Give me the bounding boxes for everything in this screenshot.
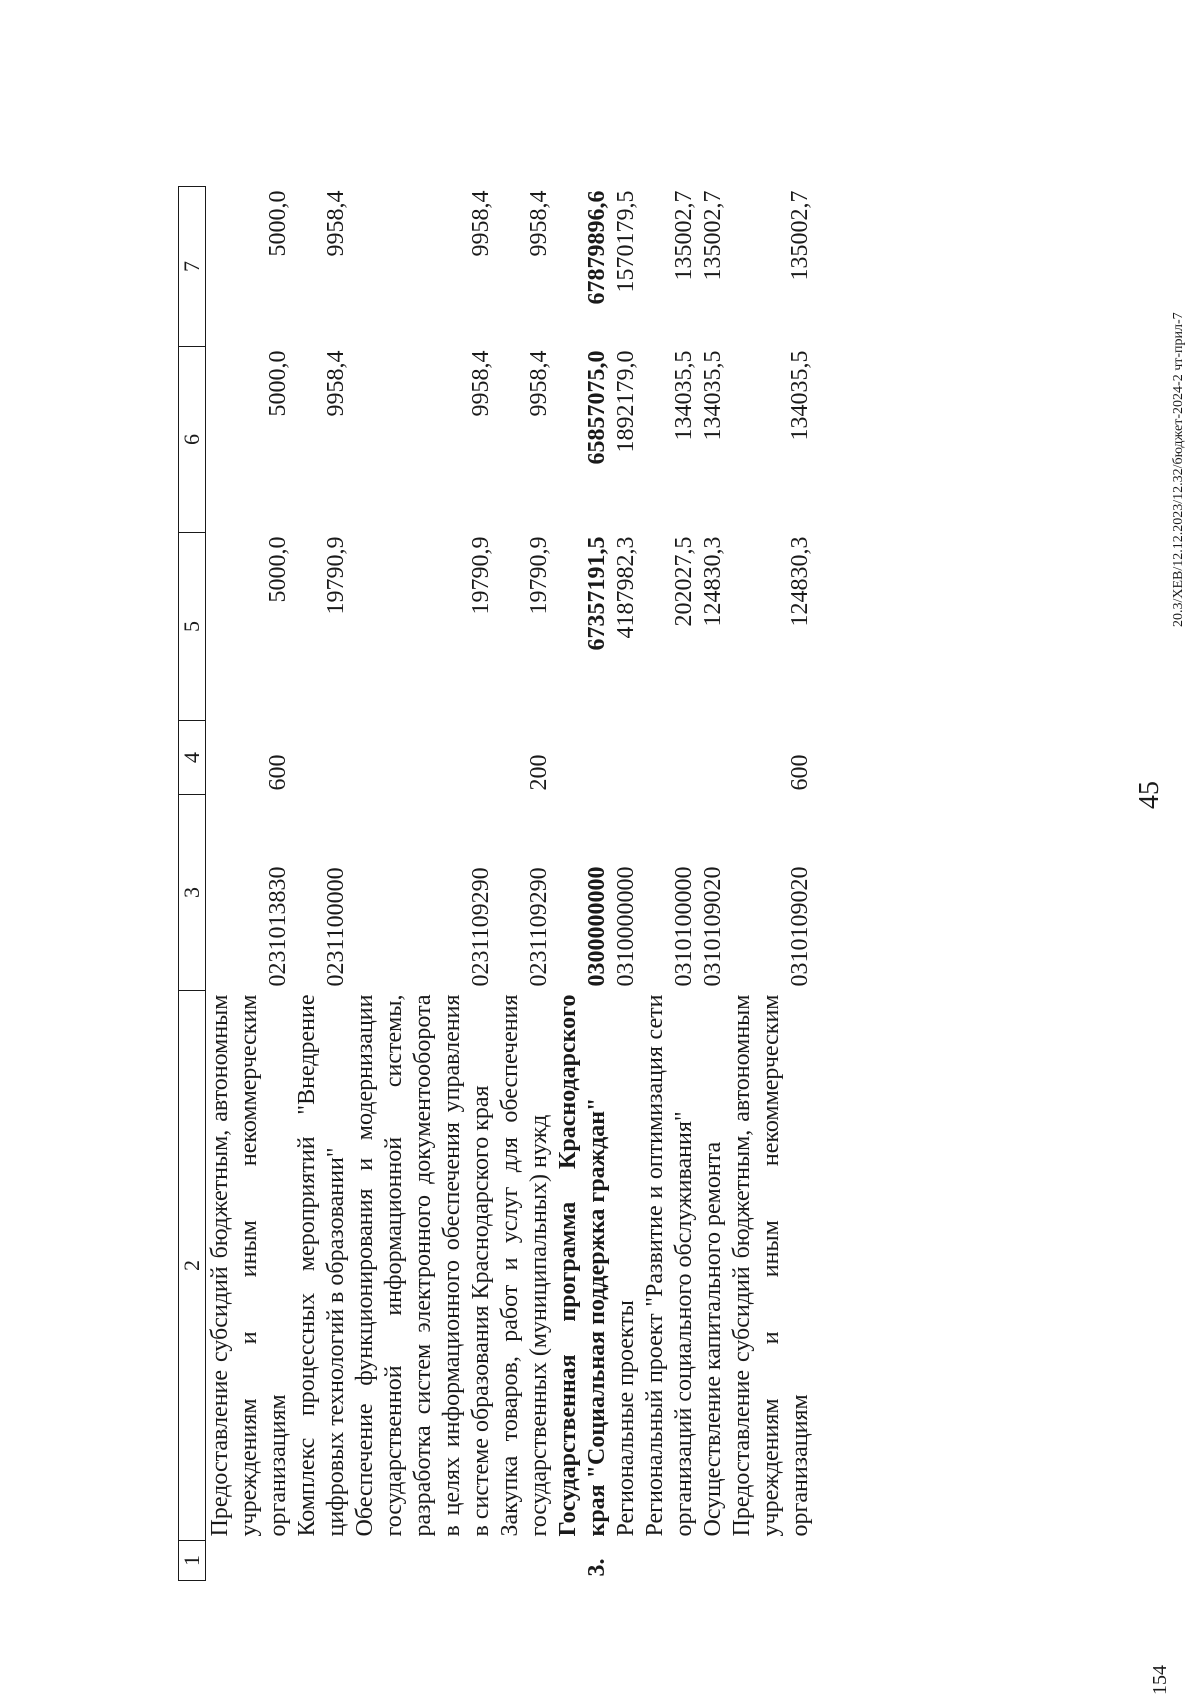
amount-col7: 9958,4: [526, 190, 552, 257]
table-row: [206, 187, 294, 1581]
expense-type: 200: [526, 754, 552, 791]
expense-type: 600: [265, 754, 291, 791]
amount-col5: 19790,9: [468, 536, 494, 615]
row-number: [496, 1541, 554, 1581]
row-name: Региональный проект "Развитие и оптимизация сети организаций социального обслуживания": [642, 994, 697, 1537]
amount-col6: 134035,5: [787, 350, 813, 441]
expense-type: [293, 721, 351, 795]
row-number: [728, 1541, 815, 1581]
table-row: [699, 187, 728, 1581]
document-stamp: 20.3/XEB/12.12.2023/12.32/бюджет-2024-2 чт-прил-7: [1171, 312, 1186, 627]
target-code: 0310100000: [671, 866, 697, 987]
row-number: [351, 1541, 496, 1581]
amount-col5: 67357191,5: [584, 536, 610, 651]
target-code: 0231013830: [265, 866, 291, 987]
target-code: 0310109020: [787, 866, 813, 987]
amount-col6: 65857075,0: [584, 350, 610, 465]
row-number: [699, 1541, 728, 1581]
target-code: 0310000000: [613, 866, 639, 987]
column-number: 3: [179, 795, 206, 991]
table-row: [351, 187, 496, 1581]
amount-col5: 19790,9: [526, 536, 552, 615]
row-name: Осуществление капитального ремонта: [700, 1141, 726, 1537]
row-number: 3.: [584, 1558, 610, 1577]
row-name: Предоставление субсидий бюджетным, автономным учреждениям и иным некоммерческим организациям: [729, 994, 813, 1537]
amount-col5: 202027,5: [671, 536, 697, 627]
amount-col7: 9958,4: [468, 190, 494, 257]
table-row: [728, 187, 815, 1581]
expense-type: [351, 721, 496, 795]
row-number: [293, 1541, 351, 1581]
amount-col5: 19790,9: [323, 536, 349, 615]
amount-col7: 1570179,5: [613, 190, 639, 293]
amount-col6: 134035,5: [700, 350, 726, 441]
target-code: 0231109290: [468, 867, 494, 987]
amount-col5: 124830,3: [787, 536, 813, 627]
target-code: 0310109020: [700, 866, 726, 987]
amount-col7: 135002,7: [700, 190, 726, 281]
row-number: [641, 1541, 699, 1581]
expense-type: 600: [787, 754, 813, 791]
amount-col6: 9958,4: [323, 350, 349, 417]
target-code: 0300000000: [584, 866, 610, 987]
amount-col5: 5000,0: [265, 536, 291, 603]
page-number: 45: [1134, 781, 1165, 809]
target-code: 0231100000: [323, 867, 349, 987]
amount-col6: 9958,4: [468, 350, 494, 417]
table-row: [293, 187, 351, 1581]
row-name: Закупка товаров, работ и услуг для обеспечения государственных (муниципальных) нужд: [497, 994, 552, 1537]
amount-col7: 5000,0: [265, 190, 291, 257]
expense-type: [641, 721, 699, 795]
row-number: [206, 1541, 294, 1581]
expense-type: [554, 721, 612, 795]
amount-col7: 9958,4: [323, 190, 349, 257]
row-number: [612, 1541, 641, 1581]
amount-col5: 4187982,3: [613, 536, 639, 639]
target-code: 0231109290: [526, 867, 552, 987]
expense-type: [612, 721, 641, 795]
amount-col5: 124830,3: [700, 536, 726, 627]
column-number: 7: [179, 187, 206, 347]
column-number: 1: [179, 1541, 206, 1581]
row-name: Обеспечение функционирования и модернизации государственной информационной системы, разработка систем электронного документооборота в целях информационного обеспечения управления в системе образования Краснодарского края: [352, 994, 494, 1537]
column-number: 6: [179, 347, 206, 533]
amount-col7: 67879896,6: [584, 190, 610, 305]
table-row: [554, 187, 612, 1581]
column-number-row: [179, 187, 206, 1581]
sheet-number: 154: [1149, 1665, 1171, 1695]
amount-col6: 5000,0: [265, 350, 291, 417]
row-name: Предоставление субсидий бюджетным, автономным учреждениям и иным некоммерческим организациям: [207, 994, 291, 1537]
table-row: [496, 187, 554, 1581]
amount-col6: 9958,4: [526, 350, 552, 417]
column-number: 4: [179, 721, 206, 795]
table-row: [641, 187, 699, 1581]
expense-type: [699, 721, 728, 795]
amount-col6: 1892179,0: [613, 350, 639, 453]
table-row: [612, 187, 641, 1581]
column-number: 2: [179, 991, 206, 1541]
amount-col7: 135002,7: [671, 190, 697, 281]
amount-col7: 135002,7: [787, 190, 813, 281]
column-number: 5: [179, 533, 206, 721]
row-name: Комплекс процессных мероприятий "Внедрение цифровых технологий в образовании": [294, 994, 349, 1537]
budget-table: [178, 186, 815, 1581]
row-name: Региональные проекты: [613, 1300, 639, 1537]
row-name: Государственная программа Краснодарского края "Социальная поддержка граждан": [555, 994, 610, 1537]
amount-col6: 134035,5: [671, 350, 697, 441]
